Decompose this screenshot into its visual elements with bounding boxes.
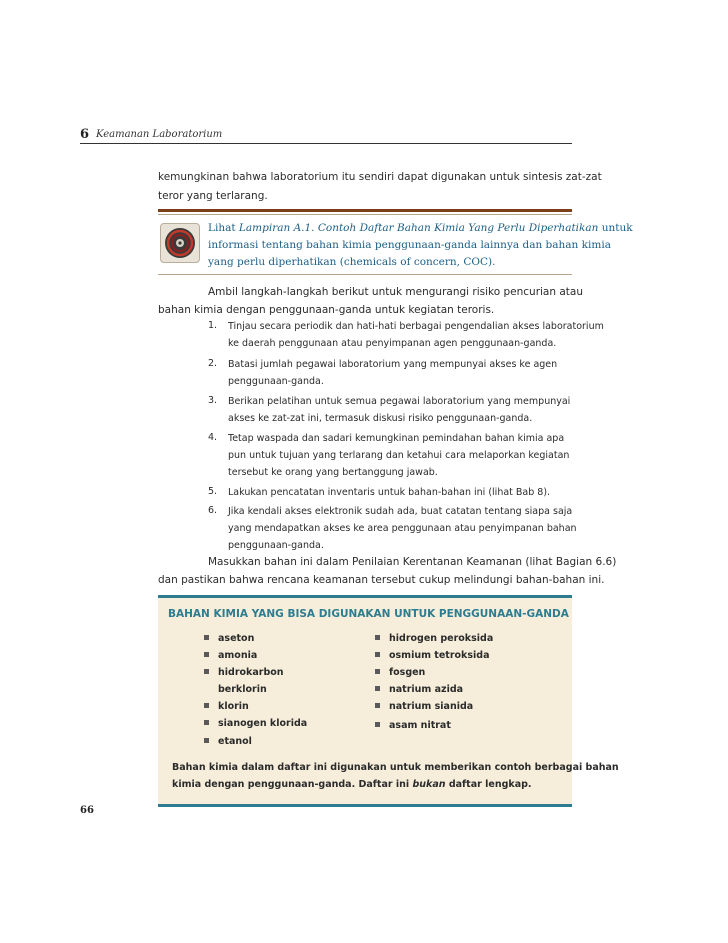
chemical-item-continuation: berklorin [218,684,267,695]
chapter-number: 6 [80,127,90,142]
intro-line-1: kemungkinan bahwa laboratorium itu sendiri dapat digunakan untuk sintesis zat-zat [158,171,602,183]
step-text: tersebut ke orang yang bertanggung jawab. [228,467,438,478]
box-note-emphasis: bukan [412,779,446,790]
box-note-line-2 [172,776,619,793]
step-text: Berikan pelatihan untuk semua pegawai laboratorium yang mempunyai [228,396,571,407]
box-note [172,759,619,793]
reference-top-rule [158,209,572,212]
steps-intro-line-1: Ambil langkah-langkah berikut untuk mengurangi risiko pencurian atau [208,286,584,298]
dual-use-chemicals-box [158,595,619,807]
step-text: Tetap waspada dan sadari kemungkinan pemindahan bahan kimia apa [228,433,565,444]
chemical-item: natrium azida [375,684,463,695]
step-text: yang mendapatkan akses ke area penggunaan atau penyimpanan bahan [228,523,577,534]
step-number: 5. [208,486,218,497]
intro-line-2: teror yang terlarang. [158,190,268,202]
chemical-item: etanol [204,736,252,747]
page-number: 66 [80,805,94,816]
cd-disc-icon [160,223,200,263]
reference-line-1 [208,220,633,237]
box-note-text: daftar lengkap. [445,779,532,790]
reference-top-rule-thin [158,214,572,215]
box-title: BAHAN KIMIA YANG BISA DIGUNAKAN UNTUK PENGGUNAAN-GANDA [168,608,569,620]
chemical-item: hidrokarbon [204,667,284,678]
box-note-text: kimia dengan penggunaan-ganda. Daftar ini [172,779,413,790]
step-text: pun untuk tujuan yang terlarang dan ketahui cara melaporkan kegiatan [228,450,570,461]
step-text: penggunaan-ganda. [228,376,324,387]
chemical-item: klorin [204,701,249,712]
steps-intro-line-2: bahan kimia dengan penggunaan-ganda untuk kegiatan teroris. [158,304,495,316]
step-number: 6. [208,505,218,516]
step-text: Jika kendali akses elektronik sudah ada, buat catatan tentang siapa saja [228,506,573,517]
closing-line-2: dan pastikan bahwa rencana keamanan tersebut cukup melindungi bahan-bahan ini. [158,574,605,586]
closing-line-1: Masukkan bahan ini dalam Penilaian Kerentanan Keamanan (lihat Bagian 6.6) [208,556,617,568]
step-number: 2. [208,358,218,369]
chemical-item: fosgen [375,667,425,678]
chemical-item: aseton [204,633,254,644]
reference-suffix: untuk [601,222,633,234]
step-text: penggunaan-ganda. [228,540,324,551]
chemical-item: natrium sianida [375,701,473,712]
step-number: 3. [208,395,218,406]
chemical-item: hidrogen peroksida [375,633,493,644]
step-text: Lakukan pencatatan inventaris untuk bahan-bahan ini (lihat Bab 8). [228,487,551,498]
step-text: Tinjau secara periodik dan hati-hati berbagai pengendalian akses laboratorium [228,321,604,332]
reference-line-3: yang perlu diperhatikan (chemicals of concern, COC). [208,256,496,268]
chemical-item: osmium tetroksida [375,650,489,661]
step-number: 1. [208,320,218,331]
reference-see: Lihat [208,222,236,234]
reference-appendix-link[interactable]: Lampiran A.1. Contoh Daftar Bahan Kimia Yang Perlu Diperhatikan [238,222,599,234]
chemical-item: sianogen klorida [204,718,307,729]
running-header [80,127,572,144]
chemical-item: asam nitrat [375,720,451,731]
reference-line-2: informasi tentang bahan kimia penggunaan-ganda lainnya dan bahan kimia [208,239,611,251]
step-text: akses ke zat-zat ini, termasuk diskusi risiko penggunaan-ganda. [228,413,533,424]
chapter-title: Keamanan Laboratorium [96,129,223,140]
reference-bottom-rule [158,274,572,275]
chemical-item: amonia [204,650,257,661]
step-text: Batasi jumlah pegawai laboratorium yang mempunyai akses ke agen [228,359,558,370]
box-note-line-1: Bahan kimia dalam daftar ini digunakan untuk memberikan contoh berbagai bahan [172,762,619,773]
step-number: 4. [208,432,218,443]
step-text: ke daerah penggunaan atau penyimpanan agen penggunaan-ganda. [228,338,557,349]
